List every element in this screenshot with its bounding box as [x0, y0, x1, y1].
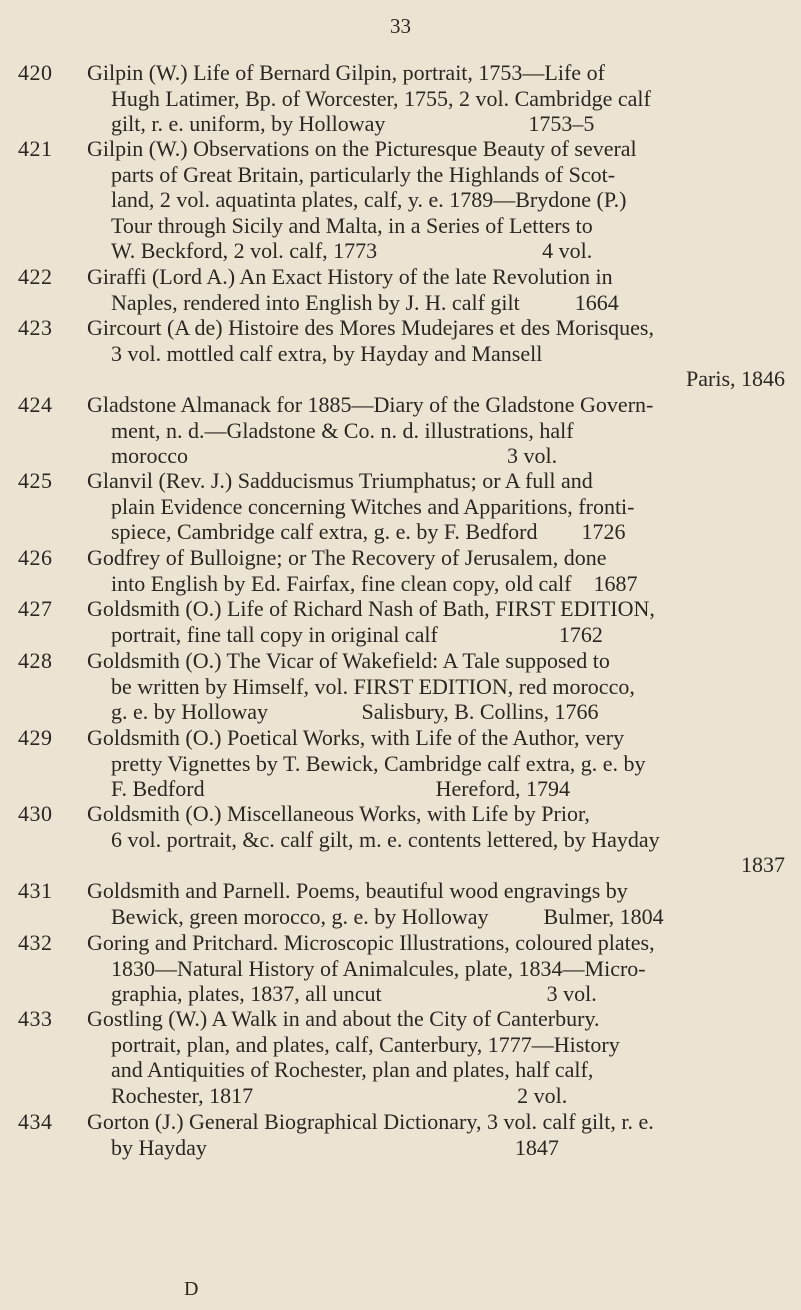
lot-number: 429: [18, 725, 53, 750]
lot-line: into English by Ed. Fairfax, fine clean copy, old calf 1687: [111, 570, 638, 596]
lot-number: 426: [18, 545, 53, 570]
lot-line: Rochester, 1817 2 vol.: [111, 1082, 568, 1108]
lot-description: [87, 392, 785, 469]
lot-description: [87, 878, 785, 929]
lot-line: Goldsmith (O.) The Vicar of Wakefield: A Tale supposed to: [87, 648, 610, 673]
lot-line: Giraffi (Lord A.) An Exact History of the late Revolution in: [87, 264, 613, 289]
lot-description: [87, 60, 785, 137]
lot-number: 431: [18, 878, 53, 903]
lot-line: Gircourt (A de) Histoire des Mores Mudejares et des Morisques,: [87, 315, 654, 340]
lot-description: [87, 545, 785, 596]
lot-line: g. e. by Holloway Salisbury, B. Collins, 1766: [111, 699, 599, 724]
lot-line: Goldsmith (O.) Life of Richard Nash of Bath, FIRST EDITION,: [87, 596, 655, 621]
lot-line: Bewick, green morocco, g. e. by Holloway Bulmer, 1804: [111, 903, 664, 929]
lot-number: 424: [18, 392, 53, 417]
lot-line: 1830—Natural History of Animalcules, plate, 1834—Micro-: [111, 955, 646, 981]
lot-number: 434: [18, 1109, 53, 1134]
lot-line: Paris, 1846: [686, 366, 785, 391]
lot-number: 430: [18, 801, 53, 826]
lot-number: 423: [18, 315, 53, 340]
lot-line: spiece, Cambridge calf extra, g. e. by F. Bedford 1726: [111, 519, 626, 544]
lot-line: Goldsmith (O.) Poetical Works, with Life of the Author, very: [87, 725, 625, 750]
lot-line: Naples, rendered into English by J. H. calf gilt 1664: [111, 289, 619, 315]
lot-line: parts of Great Britain, particularly the Highlands of Scot-: [111, 161, 616, 187]
lot-description: [87, 468, 785, 545]
lot-number: 433: [18, 1006, 53, 1031]
lot-number: 420: [18, 60, 53, 85]
signature-mark: D: [184, 1278, 199, 1300]
lot-line: plain Evidence concerning Witches and Apparitions, fronti-: [111, 493, 635, 519]
lot-line: Gilpin (W.) Life of Bernard Gilpin, portrait, 1753—Life of: [87, 60, 605, 85]
lot-description: [87, 1109, 785, 1160]
lot-line: gilt, r. e. uniform, by Holloway 1753–5: [111, 111, 595, 136]
lot-number: 432: [18, 930, 53, 955]
lot-description: [87, 596, 785, 647]
lot-line: 6 vol. portrait, &c. calf gilt, m. e. contents lettered, by Hayday: [111, 826, 660, 852]
lot-line: be written by Himself, vol. FIRST EDITION, red morocco,: [111, 673, 635, 699]
lot-number: 428: [18, 648, 53, 673]
lot-description: [87, 1006, 785, 1108]
lot-line: Gorton (J.) General Biographical Dictionary, 3 vol. calf gilt, r. e.: [87, 1109, 654, 1134]
lot-description: [87, 315, 785, 392]
lot-line: Goring and Pritchard. Microscopic Illustrations, coloured plates,: [87, 930, 655, 955]
lot-line: ment, n. d.—Gladstone & Co. n. d. illustrations, half: [111, 417, 574, 443]
lot-line: Godfrey of Bulloigne; or The Recovery of Jerusalem, done: [87, 545, 607, 570]
lot-line: Gostling (W.) A Walk in and about the City of Canterbury.: [87, 1006, 600, 1031]
lot-description: [87, 930, 785, 1007]
lot-number: 427: [18, 596, 53, 621]
lot-number: 425: [18, 468, 53, 493]
lot-line: Gladstone Almanack for 1885—Diary of the Gladstone Govern-: [87, 392, 654, 417]
lot-description: [87, 136, 785, 264]
lot-line: 1837: [741, 852, 785, 877]
lot-description: [87, 264, 785, 315]
lot-number: 422: [18, 264, 53, 289]
lot-line: Goldsmith (O.) Miscellaneous Works, with Life by Prior,: [87, 801, 590, 826]
lot-line: 3 vol. mottled calf extra, by Hayday and Mansell: [111, 340, 543, 366]
page-number: 33: [390, 14, 411, 38]
lot-number: 421: [18, 136, 53, 161]
lot-description: [87, 801, 785, 878]
lot-line: Glanvil (Rev. J.) Sadducismus Triumphatus; or A full and: [87, 468, 593, 493]
lot-line: land, 2 vol. aquatinta plates, calf, y. e. 1789—Brydone (P.): [111, 187, 627, 212]
lot-line: by Hayday 1847: [111, 1134, 559, 1160]
lot-line: portrait, plan, and plates, calf, Canterbury, 1777—History: [111, 1031, 620, 1057]
lot-line: morocco 3 vol.: [111, 443, 558, 468]
lot-line: F. Bedford Hereford, 1794: [111, 776, 570, 801]
lot-line: W. Beckford, 2 vol. calf, 1773 4 vol.: [111, 238, 593, 263]
lot-line: pretty Vignettes by T. Bewick, Cambridge calf extra, g. e. by: [111, 750, 646, 776]
lot-line: Goldsmith and Parnell. Poems, beautiful wood engravings by: [87, 878, 628, 903]
lot-line: Tour through Sicily and Malta, in a Series of Letters to: [111, 212, 593, 238]
lot-line: Gilpin (W.) Observations on the Picturesque Beauty of several: [87, 136, 637, 161]
lot-line: portrait, fine tall copy in original calf 1762: [111, 621, 603, 647]
lot-line: Hugh Latimer, Bp. of Worcester, 1755, 2 vol. Cambridge calf: [111, 85, 651, 111]
lot-description: [87, 648, 785, 725]
lot-line: and Antiquities of Rochester, plan and plates, half calf,: [111, 1057, 594, 1082]
lot-line: graphia, plates, 1837, all uncut 3 vol.: [111, 981, 597, 1006]
lot-description: [87, 725, 785, 802]
